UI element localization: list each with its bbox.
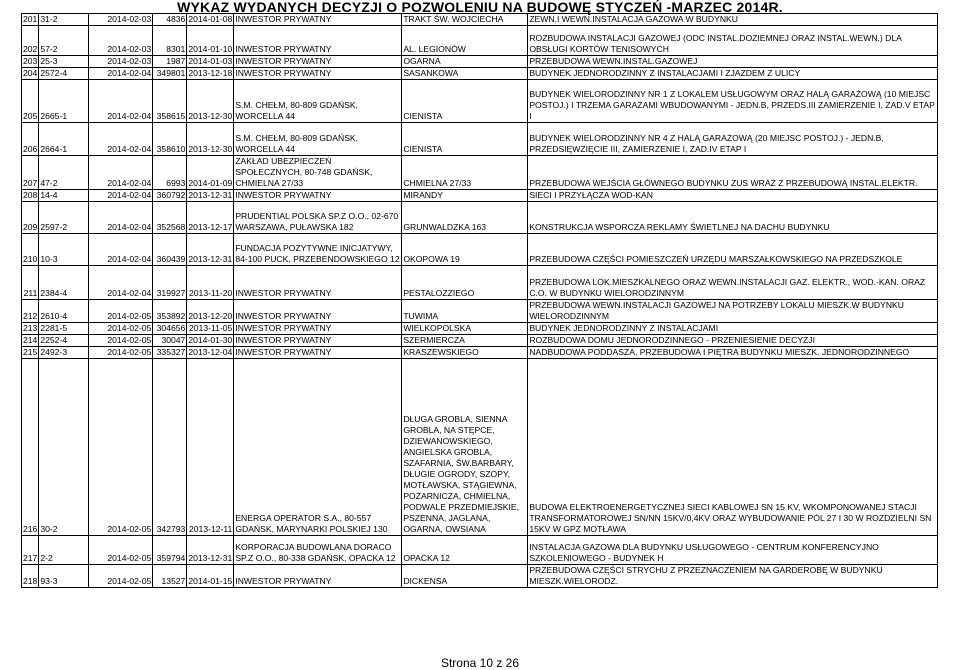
street: PESTALOZZIEGO (402, 266, 528, 300)
application-date: 2013-12-31 (187, 234, 234, 266)
decision-number: 360439 (153, 234, 187, 266)
street: CHMIELNA 27/33 (402, 156, 528, 190)
row-number: 209 (22, 202, 39, 234)
application-date: 2013-11-05 (187, 323, 234, 335)
decision-date: 2014-02-04 (89, 123, 153, 156)
decision-date: 2014-02-05 (89, 300, 153, 323)
decision-date: 2014-02-04 (89, 80, 153, 123)
table-row (22, 56, 938, 68)
decision-number: 335327 (153, 347, 187, 359)
decision-number: 13527 (153, 565, 187, 588)
row-number: 218 (22, 565, 39, 588)
page-number: Strona 10 z 26 (440, 656, 520, 670)
street: CIENISTA (402, 123, 528, 156)
case-number: 93-3 (39, 565, 89, 588)
street: GRUNWALDZKA 163 (402, 202, 528, 234)
row-number: 201 (23, 14, 38, 24)
investor: INWESTOR PRYWATNY (234, 347, 402, 359)
case-number: 31-2 (39, 14, 89, 26)
table-row (22, 359, 938, 536)
investor: INWESTOR PRYWATNY (234, 56, 402, 68)
description: PRZEBUDOWA LOK.MIESZKALNEGO ORAZ WEWN.INSTALACJI GAZ. ELEKTR., WOD.-KAN. ORAZ C.O. W BUDYNKU WIELORODZINNYM (528, 266, 938, 300)
row-number: 205 (22, 80, 39, 123)
street: AL. LEGIONÓW (402, 26, 528, 56)
decision-date: 2014-02-05 (89, 536, 153, 565)
description: PRZEBUDOWA WEJŚCIA GŁÓWNEGO BUDYNKU ZUS WRAZ Z PRZEBUDOWĄ INSTAL.ELEKTR. (528, 156, 938, 190)
case-number: 47-2 (39, 156, 89, 190)
table-row (22, 536, 938, 565)
street: KRASZEWSKIEGO (402, 347, 528, 359)
decision-date: 2014-02-05 (89, 565, 153, 588)
table-row (22, 347, 938, 359)
description: PRZEBUDOWA WEWN.INSTAL.GAZOWEJ (528, 56, 938, 68)
investor: INWESTOR PRYWATNY (234, 323, 402, 335)
description: INSTALACJA GAZOWA DLA BUDYNKU USŁUGOWEGO - CENTRUM KONFERENCYJNO SZKOLENIOWEGO - BUDYNEK H (528, 536, 938, 565)
row-number: 217 (22, 536, 39, 565)
decision-date: 2014-02-04 (89, 202, 153, 234)
decision-number: 342793 (153, 359, 187, 536)
decision-date: 2014-02-05 (89, 335, 153, 347)
investor: ZAKŁAD UBEZPIECZEŃ SPOŁECZNYCH, 80-748 GDAŃSK, CHMIELNA 27/33 (234, 156, 402, 190)
investor: INWESTOR PRYWATNY (234, 565, 402, 588)
decision-date: 2014-02-03 (89, 14, 153, 26)
description: ROZBUDOWA INSTALACJI GAZOWEJ (ODC INSTAL.DOZIEMNEJ ORAZ INSTAL.WEWN.) DLA OBSŁUGI KORTÓW TENISOWYCH (528, 26, 938, 56)
table-row (22, 335, 938, 347)
decision-date: 2014-02-04 (89, 234, 153, 266)
decision-number: 304656 (153, 323, 187, 335)
case-number: 2281-5 (39, 323, 89, 335)
row-number: 213 (23, 323, 38, 333)
table-row (22, 190, 938, 202)
table-row (22, 80, 938, 123)
description: KONSTRUKCJA WSPORCZA REKLAMY ŚWIETLNEJ NA DACHU BUDYNKU (528, 202, 938, 234)
decision-number: 360792 (153, 190, 187, 202)
row-number: 214 (23, 335, 38, 345)
row-number: 215 (23, 347, 38, 357)
investor: INWESTOR PRYWATNY (234, 14, 402, 26)
description: PRZEBUDOWA CZĘŚCI STRYCHU Z PRZEZNACZENIEM NA GARDEROBĘ W BUDYNKU MIESZK.WIELORODZ. (528, 565, 938, 588)
decision-date: 2014-02-05 (89, 347, 153, 359)
investor: FUNDACJA POZYTYWNE INICJATYWY, 84-100 PUCK, PRZEBENDOWSKIEGO 12 (234, 234, 402, 266)
case-number: 2252-4 (39, 335, 89, 347)
row-number: 216 (22, 359, 39, 536)
case-number: 57-2 (39, 26, 89, 56)
case-number: 2597-2 (39, 202, 89, 234)
investor: INWESTOR PRYWATNY (234, 266, 402, 300)
description: BUDYNEK WIELORODZINNY NR 1 Z LOKALEM USŁUGOWYM ORAZ HALĄ GARAŻOWĄ (10 MIEJSC POSTOJ.) I TRZEMA GARAŻAMI WBUDOWANYMI - JEDN.B, PRZEDS.III ZAMIERZENIE I, ZAD.V ETAP I (528, 80, 938, 123)
table-row (22, 202, 938, 234)
case-number: 30-2 (39, 359, 89, 536)
application-date: 2014-01-10 (187, 26, 234, 56)
street: CIENISTA (402, 80, 528, 123)
application-date: 2013-12-30 (187, 80, 234, 123)
decision-number: 30047 (153, 335, 187, 347)
case-number: 10-3 (39, 234, 89, 266)
description: BUDYNEK JEDNORODZINNY Z INSTALACJAMI I ZJAZDEM Z ULICY (528, 68, 938, 80)
decision-number: 359794 (153, 536, 187, 565)
description: BUDYNEK WIELORODZINNY NR 4 Z HALĄ GARAŻOWĄ (20 MIEJSC POSTOJ.) - JEDN.B, PRZEDSIĘWZIĘCIE III, ZAMIERZENIE I, ZAD.IV ETAP I (528, 123, 938, 156)
application-date: 2013-12-17 (187, 202, 234, 234)
decision-number: 319927 (153, 266, 187, 300)
decision-date: 2014-02-04 (89, 68, 153, 80)
application-date: 2013-12-04 (188, 347, 233, 357)
table-row (22, 68, 938, 80)
decision-date: 2014-02-04 (89, 190, 153, 202)
decision-date: 2014-02-05 (89, 323, 153, 335)
application-date: 2013-12-20 (187, 300, 234, 323)
street: DICKENSA (402, 565, 528, 588)
investor: ENERGA OPERATOR S.A., 80-557 GDAŃSK, MARYNARKI POLSKIEJ 130 (234, 359, 402, 536)
street: TRAKT ŚW. WOJCIECHA (402, 14, 528, 26)
decision-number: 358610 (153, 123, 187, 156)
table-row (22, 266, 938, 300)
decision-date: 2014-02-04 (89, 156, 153, 190)
investor: S.M. CHEŁM, 80-809 GDAŃSK, WORCELLA 44 (234, 123, 402, 156)
application-date: 2013-12-11 (187, 359, 234, 536)
decision-number: 1987 (153, 56, 187, 68)
row-number: 207 (22, 156, 39, 190)
decision-date: 2014-02-03 (89, 26, 153, 56)
investor: INWESTOR PRYWATNY (234, 335, 402, 347)
case-number: 2664-1 (39, 123, 89, 156)
decision-number: 6993 (153, 156, 187, 190)
case-number: 25-3 (39, 56, 89, 68)
row-number: 204 (23, 68, 38, 78)
table-row (22, 300, 938, 323)
street: MIRANDY (402, 190, 528, 202)
application-date: 2013-12-18 (188, 68, 233, 78)
decision-date: 2014-02-04 (89, 266, 153, 300)
investor: S.M. CHEŁM, 80-809 GDAŃSK, WORCELLA 44 (234, 80, 402, 123)
table-row (22, 234, 938, 266)
decision-date: 2014-02-05 (89, 359, 153, 536)
table-row (22, 26, 938, 56)
row-number: 202 (22, 26, 39, 56)
row-number: 203 (23, 56, 38, 66)
street: OPACKA 12 (402, 536, 528, 565)
table-row (22, 156, 938, 190)
investor: INWESTOR PRYWATNY (234, 190, 402, 202)
decision-number: 349801 (153, 68, 187, 80)
street: WIELKOPOLSKA (402, 323, 528, 335)
application-date: 2014-01-03 (188, 56, 233, 66)
application-date: 2014-01-30 (188, 335, 233, 345)
investor: INWESTOR PRYWATNY (234, 300, 402, 323)
decision-number: 358615 (153, 80, 187, 123)
table-row (22, 14, 938, 26)
description: PRZEBUDOWA CZĘŚCI POMIESZCZEŃ URZĘDU MARSZAŁKOWSKIEGO NA PRZEDSZKOLE (528, 234, 938, 266)
application-date: 2013-12-30 (187, 123, 234, 156)
row-number: 212 (22, 300, 39, 323)
case-number: 2-2 (39, 536, 89, 565)
row-number: 206 (22, 123, 39, 156)
row-number: 208 (23, 190, 38, 200)
street: TUWIMA (402, 300, 528, 323)
application-date: 2014-01-09 (187, 156, 234, 190)
street: OGARNA (402, 56, 528, 68)
investor: PRUDENTIAL POLSKA SP.Z O.O., 02-670 WARSZAWA, PUŁAWSKA 182 (234, 202, 402, 234)
decision-number: 352568 (153, 202, 187, 234)
description: ROZBUDOWA DOMU JEDNORODZINNEGO - PRZENIESIENIE DECYZJI (528, 335, 938, 347)
page-title: WYKAZ WYDANYCH DECYZJI O POZWOLENIU NA BUDOWĘ STYCZEŃ -MARZEC 2014R. (177, 0, 783, 15)
case-number: 2665-1 (39, 80, 89, 123)
table-row (22, 323, 938, 335)
case-number: 2610-4 (39, 300, 89, 323)
application-date: 2014-01-08 (188, 14, 233, 24)
investor: INWESTOR PRYWATNY (234, 26, 402, 56)
decision-number: 8301 (153, 26, 187, 56)
application-date: 2013-11-20 (187, 266, 234, 300)
row-number: 211 (22, 266, 39, 300)
street: OKOPOWA 19 (402, 234, 528, 266)
decision-number: 4836 (153, 14, 187, 26)
application-date: 2013-12-31 (188, 190, 233, 200)
application-date: 2014-01-15 (187, 565, 234, 588)
description: ZEWN.I WEWN.INSTALACJA GAZOWA W BUDYNKU (528, 14, 938, 26)
table-row (22, 565, 938, 588)
street: SASANKOWA (402, 68, 528, 80)
case-number: 2384-4 (39, 266, 89, 300)
investor: INWESTOR PRYWATNY (234, 68, 402, 80)
case-number: 14-4 (39, 190, 89, 202)
case-number: 2492-3 (39, 347, 89, 359)
description: NADBUDOWA PODDASZA, PRZEBUDOWA I PIĘTRA BUDYNKU MIESZK. JEDNORODZINNEGO (528, 347, 938, 359)
investor: KORPORACJA BUDOWLANA DORACO SP.Z O.O., 80-338 GDAŃSK, OPACKA 12 (234, 536, 402, 565)
description: SIECI I PRZYŁĄCZA WOD-KAN (528, 190, 938, 202)
description: BUDYNEK JEDNORODZINNY Z INSTALACJAMI (528, 323, 938, 335)
permits-table (21, 13, 938, 588)
application-date: 2013-12-31 (187, 536, 234, 565)
description: PRZEBUDOWA WEWN.INSTALACJI GAZOWEJ NA POTRZEBY LOKALU MIESZK.W BUDYNKU WIELORODZINNYM (528, 300, 938, 323)
table-row (22, 123, 938, 156)
decision-date: 2014-02-03 (89, 56, 153, 68)
description: BUDOWA ELEKTROENERGETYCZNEJ SIECI KABLOWEJ SN 15 KV, WKOMPONOWANEJ STACJI TRANSFORMATOROWEJ SN/NN 15KV/0,4KV ORAZ WYBUDOWANIE PÓL 27 I 30 W ROZDZIELNI SN 15KV W GPZ MOTŁAWA (528, 359, 938, 536)
row-number: 210 (22, 234, 39, 266)
case-number: 2572-4 (39, 68, 89, 80)
street: SZERMIERCZA (402, 335, 528, 347)
decision-number: 353892 (153, 300, 187, 323)
street: DŁUGA GROBLA, SIENNA GROBLA, NA STĘPCE, DZIEWANOWSKIEGO, ANGIELSKA GROBLA, SZAFARNIA, ŚW.BARBARY, DŁUGIE OGRODY, SZOPY, MOTŁAWSKA, STĄGIEWNA, POŻARNICZA, CHMIELNA, PODWALE PRZEDMIEJSKIE, PSZENNA, JAGLANA, OGARNA, OWSIANA (402, 359, 528, 536)
